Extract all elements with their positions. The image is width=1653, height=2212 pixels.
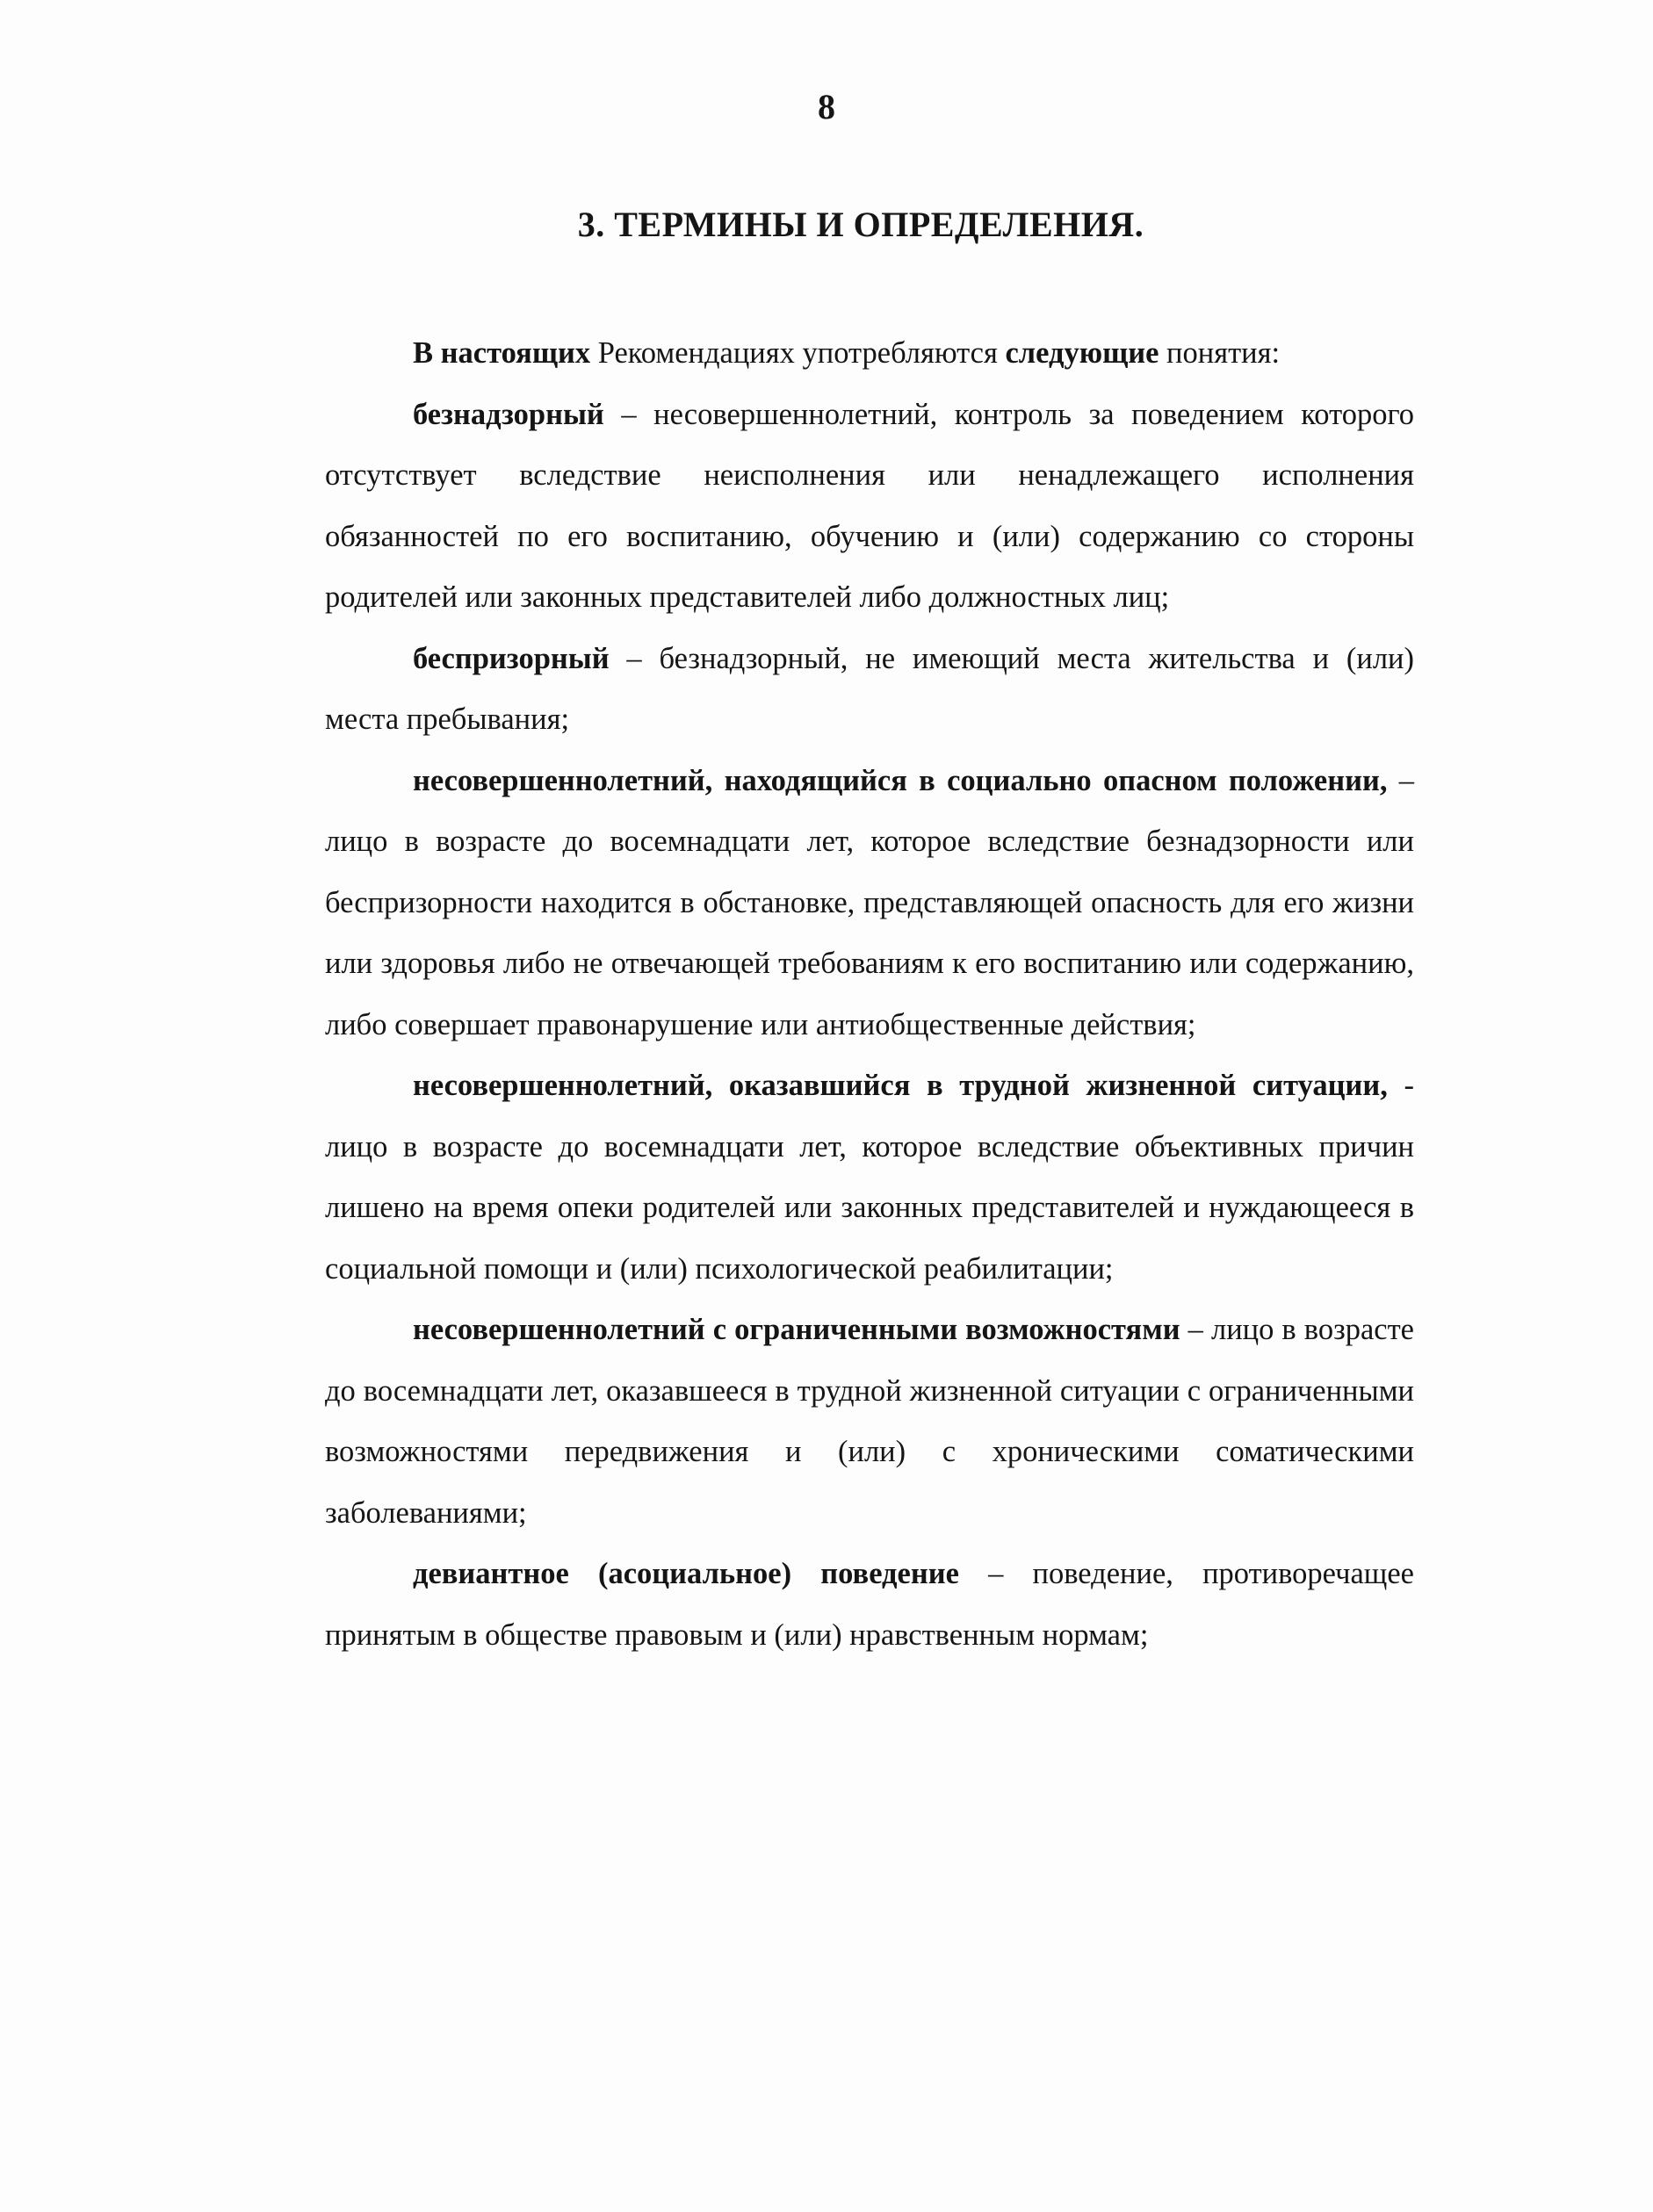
definition-term: девиантное (асоциальное) поведение xyxy=(413,1557,959,1590)
intro-paragraph xyxy=(325,323,1414,385)
definition-term: безнадзорный xyxy=(413,397,604,431)
intro-lead-bold: В настоящих xyxy=(413,336,591,370)
document-body xyxy=(325,323,1414,1666)
definition-paragraph xyxy=(325,385,1414,629)
definition-term: несовершеннолетний, оказавшийся в трудной жизненной ситуации, xyxy=(413,1069,1388,1102)
definition-term: несовершеннолетний, находящийся в социально опасном положении, xyxy=(413,763,1388,797)
page-number: 8 xyxy=(818,87,835,126)
definition-paragraph xyxy=(325,1544,1414,1666)
definition-text: – несовершеннолетний, контроль за поведением которого отсутствует вследствие неисполнения или ненадлежащего исполнения обязанностей по его воспитанию, обучению и (или) содержанию со стороны родителей или законных представителей либо должностных лиц; xyxy=(325,397,1414,614)
intro-bold-word: следующие xyxy=(1005,336,1159,370)
definition-paragraph xyxy=(325,751,1414,1056)
definition-term: несовершеннолетний с ограниченными возможностями xyxy=(413,1313,1180,1346)
section-title: 3. ТЕРМИНЫ И ОПРЕДЕЛЕНИЯ. xyxy=(577,205,1144,244)
intro-text-end: понятия: xyxy=(1159,336,1281,370)
definition-paragraph xyxy=(325,629,1414,751)
intro-text: Рекомендациях употребляются xyxy=(590,336,1006,370)
definition-text: – лицо в возрасте до восемнадцати лет, которое вследствие безнадзорности или беспризорности находится в обстановке, представляющей опасность для его жизни или здоровья либо не отвечающей требованиям к его воспитанию или содержанию, либо совершает правонарушение или антиобщественные действия; xyxy=(325,763,1414,1041)
definition-paragraph xyxy=(325,1300,1414,1544)
definition-text: – поведение, противоречащее принятым в обществе правовым и (или) нравственным нормам; xyxy=(325,1557,1414,1652)
definition-text: - лицо в возрасте до восемнадцати лет, которое вследствие объективных причин лишено на время опеки родителей или законных представителей и нуждающееся в социальной помощи и (или) психологической реабилитации; xyxy=(325,1069,1415,1286)
definition-text: – лицо в возрасте до восемнадцати лет, оказавшееся в трудной жизненной ситуации с ограниченными возможностями передвижения и (или) с хроническими соматическими заболеваниями; xyxy=(325,1313,1414,1530)
definition-term: беспризорный xyxy=(413,641,610,675)
definition-text: – безнадзорный, не имеющий места жительства и (или) места пребывания; xyxy=(325,641,1414,736)
definition-paragraph xyxy=(325,1056,1414,1300)
